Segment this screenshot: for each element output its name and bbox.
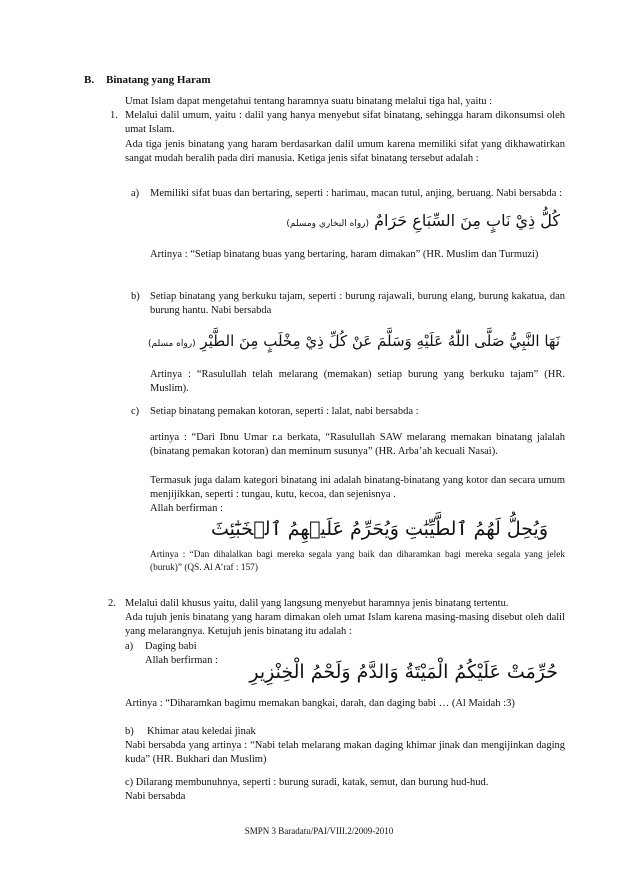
- item-c-allah-berfirman: Allah berfirman :: [150, 503, 223, 514]
- item-c-quran-arabic: وَيُحِلُّ لَهُمُ ٱلطَّيِّبَٰتِ وَيُحَرِّمُ عَلَيۡهِمُ ٱلۡخَبَٰٓئِثَ: [211, 518, 548, 540]
- item-b-label: b): [131, 291, 140, 302]
- item-c: [131, 405, 565, 419]
- point-2-quran-arabic: حُرِّمَتْ عَلَيْكُمُ الْمَيْتَةُ وَالدَّمُ وَلَحْمُ الْخِنْزِيرِ: [249, 661, 558, 683]
- point-2-allah-berfirman: Allah berfirman :: [145, 655, 218, 666]
- item-a-hadith-arabic: كُلُّ ذِيْ نَابٍ مِنَ السِّبَاعِ حَرَامٌ (رواه البخاري ومسلم): [286, 211, 560, 230]
- item-a-hadith-source: (رواه البخاري ومسلم): [286, 219, 370, 229]
- item-a-text: Memiliki sifat buas dan bertaring, seperti : harimau, macan tutul, anjing, beruang. Nabi bersabda :: [150, 188, 563, 199]
- point-1-number: 1.: [110, 110, 118, 121]
- page-footer: SMPN 3 Baradatu/PAI/VIII.2/2009-2010: [244, 826, 394, 836]
- point-2: [108, 597, 565, 611]
- item-a: [131, 187, 565, 201]
- intro-paragraph: Umat Islam dapat mengetahui tentang haramnya suatu binatang melalui tiga hal, yaitu :: [125, 96, 493, 107]
- item-c-translation: artinya : “Dari Ibnu Umar r.a berkata, “Rasulullah SAW melarang memakan binatang jalalah (binatang pemakan kotoran) dan meminum susunya” (HR. Arba’ah kecuali Nasai).: [150, 432, 565, 458]
- point-2-item-a-text: Daging babi: [145, 641, 197, 652]
- point-1-paragraph: Ada tiga jenis binatang yang haram berdasarkan dalil umum karena memiliki sifat yang dikhawatirkan sangat mudah beralih pada diri manusia. Ketiga jenis sifat binatang tersebut adalah :: [125, 139, 565, 165]
- item-c-text: Setiap binatang pemakan kotoran, seperti : lalat, nabi bersabda :: [150, 406, 419, 417]
- point-2-nabi-bersabda: Nabi bersabda: [125, 791, 186, 802]
- section-heading: [84, 74, 211, 86]
- point-2-item-a-label: a): [125, 641, 134, 652]
- point-2-item-b: [125, 725, 565, 739]
- point-2-paragraph: Ada tujuh jenis binatang yang haram dimakan oleh umat Islam karena masing-masing disebut oleh dalil yang melarangnya. Ketujuh jenis binatang itu adalah :: [125, 612, 565, 638]
- item-b-text: Setiap binatang yang berkuku tajam, seperti : burung rajawali, burung elang, burung kakatua, dan burung hantu. Nabi bersabda: [150, 291, 565, 317]
- item-b: [131, 290, 565, 319]
- section-title: Binatang yang Haram: [106, 74, 211, 86]
- point-2-item-b-text: Khimar atau keledai jinak: [147, 726, 256, 737]
- point-2-number: 2.: [108, 598, 116, 609]
- item-b-hadith-source: (رواه مسلم): [147, 339, 196, 349]
- point-2-item-a: [125, 640, 565, 654]
- section-label: B.: [84, 74, 95, 86]
- point-2-item-c: c) Dilarang membunuhnya, seperti : burung suradi, katak, semut, dan burung hud-hud.: [125, 777, 489, 788]
- point-2-item-b-body: Nabi bersabda yang artinya : “Nabi telah melarang makan daging khimar jinak dan mengijinkan daging kuda” (HR. Bukhari dan Muslim): [125, 740, 565, 766]
- point-2-item-b-label: b): [125, 726, 134, 737]
- item-a-label: a): [131, 188, 140, 199]
- point-1-text: Melalui dalil umum, yaitu : dalil yang hanya menyebut sifat binatang, sehingga haram dikonsumsi oleh umat Islam.: [125, 110, 565, 136]
- point-1: [110, 109, 565, 138]
- item-c-quran-translation: Artinya : “Dan dihalalkan bagi mereka segala yang baik dan diharamkan bagi mereka segala yang jelek (buruk)” (QS. Al A’raf : 157): [150, 550, 565, 573]
- item-b-hadith-arabic: نَهَا النَّبِيُّ صَلَّى اللّٰهُ عَلَيْهِ وَسَلَّمَ عَنْ كُلِّ ذِيْ مِخْلَبٍ مِنَ الطَّيْرِ (رواه مسلم): [147, 332, 560, 350]
- point-2-translation: Artinya : “Diharamkan bagimu memakan bangkai, darah, dan daging babi … (Al Maidah :3): [125, 698, 515, 709]
- item-c-label: c): [131, 406, 140, 417]
- item-c-extra: Termasuk juga dalam kategori binatang ini adalah binatang-binatang yang kotor dan secara umum menjijikkan, seperti : tungau, kutu, kecoa, dan sejenisnya .: [150, 475, 565, 501]
- item-a-translation: Artinya : “Setiap binatang buas yang bertaring, haram dimakan” (HR. Muslim dan Turmuzi): [150, 249, 539, 260]
- item-b-translation: Artinya : “Rasulullah telah melarang (memakan) setiap burung yang berkuku tajam” (HR. Muslim).: [150, 369, 565, 395]
- point-2-text: Melalui dalil khusus yaitu, dalil yang langsung menyebut haramnya jenis binatang tertentu.: [125, 598, 509, 609]
